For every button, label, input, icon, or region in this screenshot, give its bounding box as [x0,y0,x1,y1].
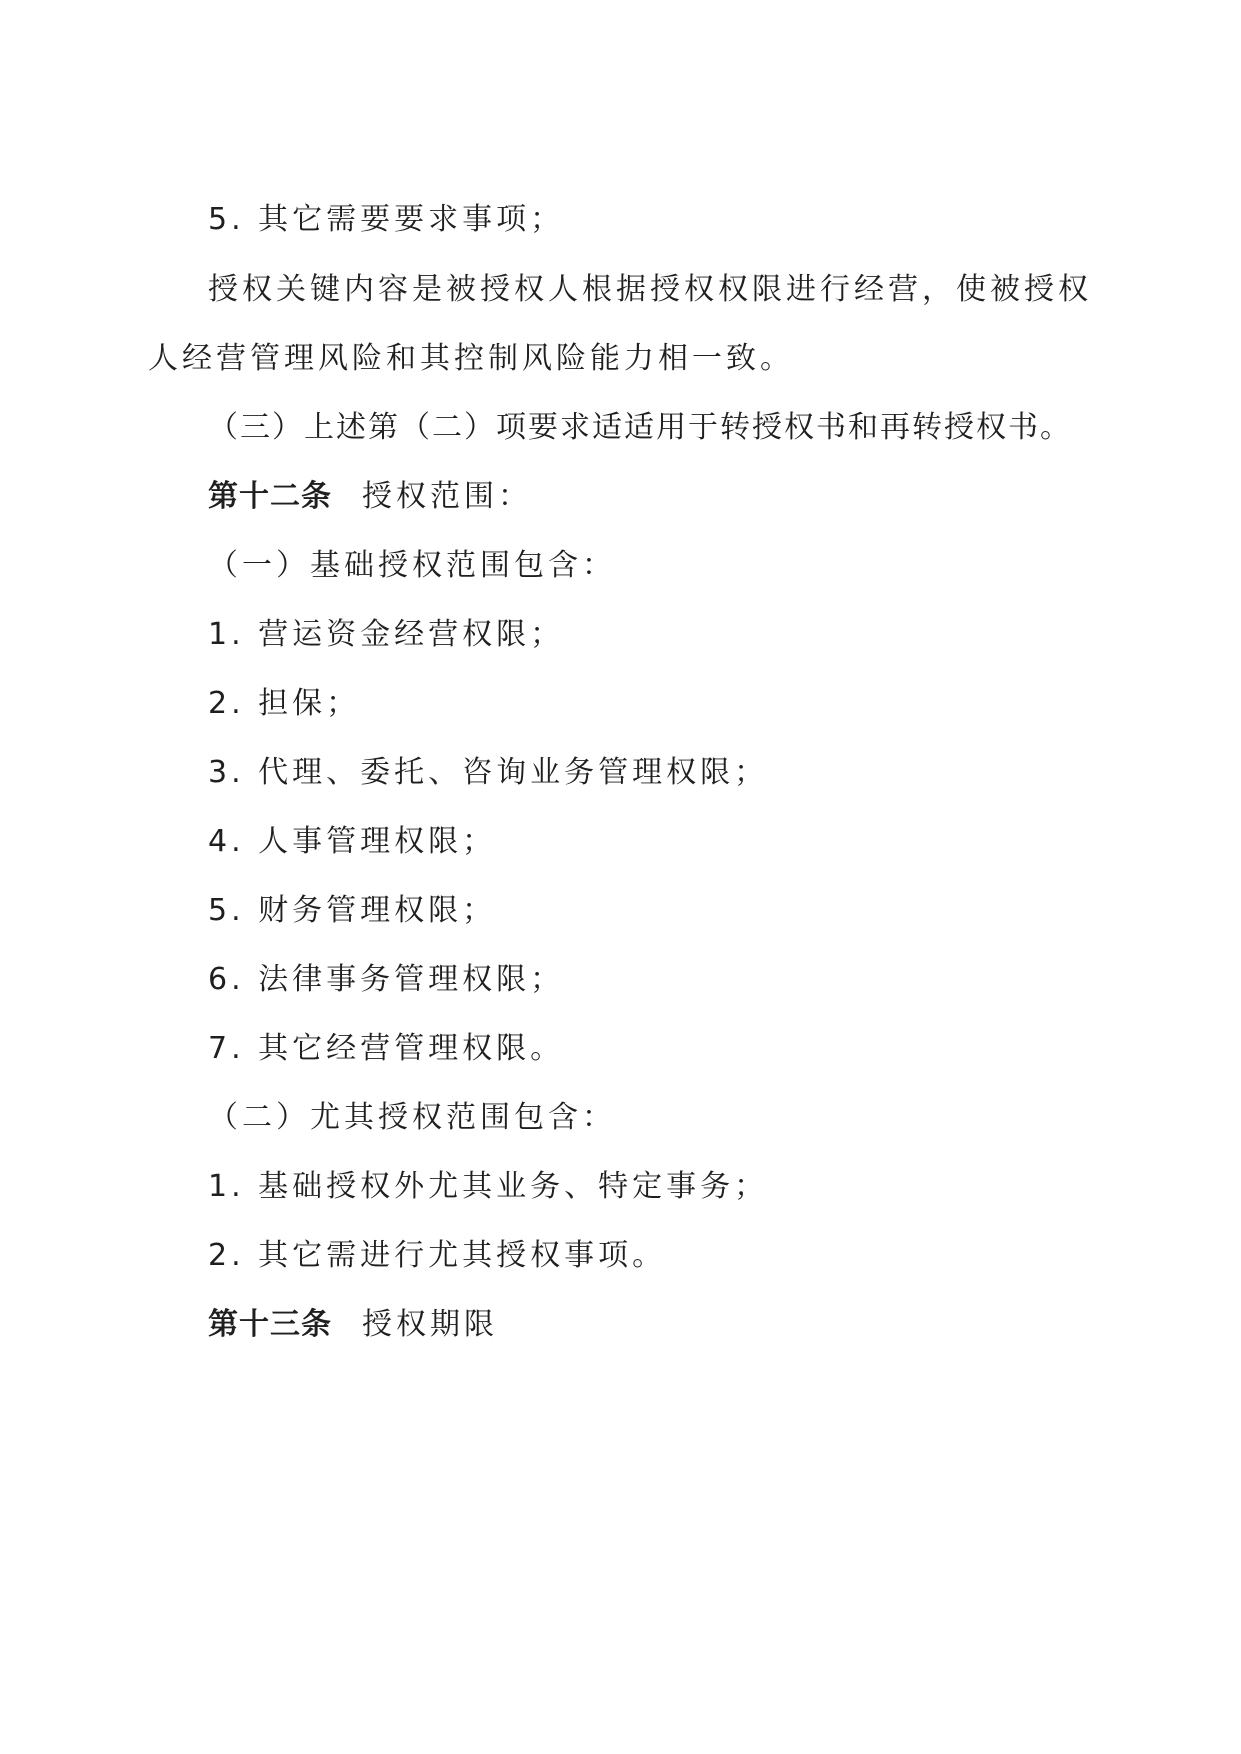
paragraph-line: 人经营管理风险和其控制风险能力相一致。 [148,341,794,376]
list-item: 2. 其它需进行尤其授权事项。 [208,1238,667,1273]
article-heading [208,477,532,517]
article-heading [208,1305,498,1345]
paragraph-line: 授权关键内容是被授权人根据授权权限进行经营，使被授权 [208,272,1092,307]
section-heading: （一）基础授权范围包含： [208,548,616,583]
list-item: 2. 担保； [208,686,361,721]
paragraph-line: （三）上述第（二）项要求适适用于转授权书和再转授权书。 [208,410,1072,445]
article-number: 第十二条 [208,479,332,514]
article-number: 第十三条 [208,1307,332,1342]
list-item: 4. 人事管理权限； [208,824,497,859]
list-item: 6. 法律事务管理权限； [208,962,565,997]
list-item: 7. 其它经营管理权限。 [208,1031,565,1066]
article-title: 授权期限 [362,1307,498,1342]
section-heading: （二）尤其授权范围包含： [208,1100,616,1135]
list-item: 1. 基础授权外尤其业务、特定事务； [208,1169,769,1204]
list-item: 3. 代理、委托、咨询业务管理权限； [208,755,769,790]
article-title: 授权范围： [362,479,532,514]
list-item: 5. 财务管理权限； [208,893,497,928]
list-item: 1. 营运资金经营权限； [208,617,565,652]
list-item: 5. 其它需要要求事项； [208,202,565,237]
